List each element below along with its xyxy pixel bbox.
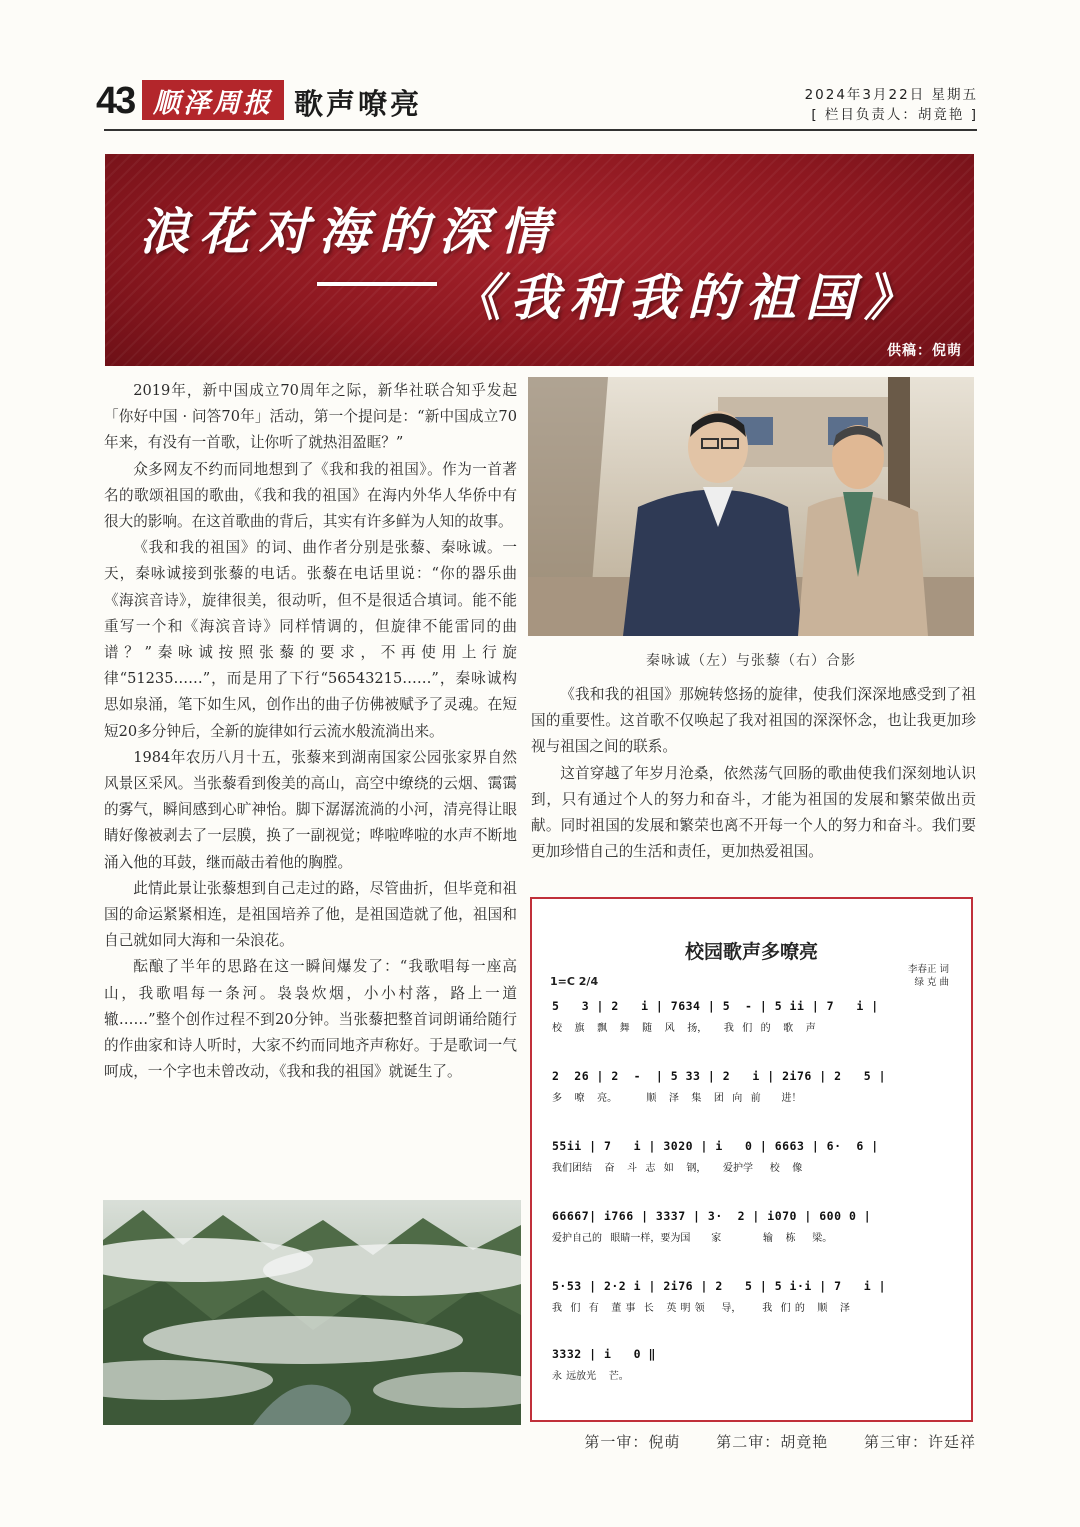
article-left-column (104, 378, 517, 1085)
paragraph: 酝酿了半年的思路在这一瞬间爆发了：“我歌唱每一座高山，我歌唱每一条河。袅袅炊烟，小小村落，路上一道辙……”整个创作过程不到20分钟。当张藜把整首词朗诵给随行的作曲家和诗人听时，大家不约而同地齐声称好。于是歌词一气呵成，一个字也未曾改动，《我和我的祖国》就诞生了。 (104, 958, 517, 1081)
score-key-signature: 1=C 2/4 (550, 975, 599, 988)
review-footer (560, 1431, 976, 1452)
score-line (552, 1347, 954, 1382)
photo-caption: 秦咏诚（左）与张藜（右）合影 (646, 653, 856, 669)
composers-photo (528, 377, 974, 636)
score-notes: 5·53 | 2·2 i | 2i76 | 2 5 | 5 i·i | 7 i | (552, 1279, 887, 1293)
banner-dash (317, 282, 437, 286)
score-title: 校园歌声多嘹亮 (684, 941, 818, 963)
score-notes: 2 26 | 2 - | 5 33 | 2 i | 2i76 | 2 5 | (552, 1069, 887, 1083)
mountain-landscape-photo (103, 1200, 521, 1425)
score-lyrics: 多 嘹 亮。 顺 泽 集 团 向 前 进！ (552, 1093, 802, 1104)
music-score-box (530, 897, 973, 1422)
paragraph: 此情此景让张藜想到自己走过的路，尽管曲折，但毕竟和祖国的命运紧紧相连，是祖国培养了他，是祖国造就了他，祖国和自己就如同大海和一朵浪花。 (104, 879, 517, 950)
paragraph: 1984年农历八月十五，张藜来到湖南国家公园张家界自然风景区采风。当张藜看到俊美的高山，高空中缭绕的云烟、霭霭的雾气，瞬间感到心旷神怡。脚下潺潺流淌的小河，清亮得让眼睛好像被剥去了一层膜，换了一副视觉；哗啦哗啦的水声不断地涌入他的耳鼓，继而敲击着他的胸膛。 (104, 748, 517, 871)
article-right-column (531, 682, 976, 865)
score-notes: 5 3 | 2 i | 7634 | 5 - | 5 ii | 7 i | (552, 999, 879, 1013)
score-line (552, 1279, 954, 1314)
review-second: 第二审：胡竟艳 (716, 1433, 829, 1451)
column-editor: [ 栏目负责人：胡竟艳 ] (811, 107, 978, 123)
score-line (552, 999, 954, 1034)
title-banner (105, 154, 974, 366)
score-notes: 3332 | i 0 ‖ (552, 1347, 656, 1361)
issue-date: 2024年3月22日 星期五 (804, 87, 978, 103)
score-lyricist: 李春正 词 (907, 964, 949, 975)
banner-title: 浪花对海的深情 (139, 202, 559, 261)
score-line (552, 1139, 954, 1174)
masthead-logo: 顺泽周报 (142, 80, 284, 120)
score-notes: 55ii | 7 i | 3020 | i 0 | 6663 | 6· 6 | (552, 1139, 879, 1153)
paragraph: 《我和我的祖国》那婉转悠扬的旋律，使我们深深地感受到了祖国的重要性。这首歌不仅唤起了我对祖国的深深怀念，也让我更加珍视与祖国之间的联系。 (531, 686, 976, 756)
mountain-landscape-illustration (103, 1200, 521, 1425)
composers-photo-illustration (528, 377, 974, 636)
section-title: 歌声嘹亮 (294, 87, 423, 121)
header-divider (104, 129, 977, 131)
paragraph: 《我和我的祖国》的词、曲作者分别是张藜、秦咏诚。一天，秦咏诚接到张藜的电话。张藜在电话里说：“你的器乐曲《海滨音诗》，旋律很美，很动听，但不是很适合填词。能不能重写一个和《海滨音诗》同样情调的，但旋律不能雷同的曲谱？”秦咏诚按照张藜的要求，不再使用上行旋律“51235……”，而是用了下行“56543215……”，秦咏诚构思如泉涌，笔下如生风，创作出的曲子仿佛被赋予了灵魂。在短短20多分钟后，全新的旋律如行云流水般流淌出来。 (104, 539, 517, 740)
paragraph: 这首穿越了年岁月沧桑，依然荡气回肠的歌曲使我们深刻地认识到，只有通过个人的努力和奋斗，才能为祖国的发展和繁荣做出贡献。同时祖国的发展和繁荣也离不开每一个人的努力和奋斗。我们要更加珍惜自己的生活和责任，更加热爱祖国。 (531, 764, 976, 861)
score-composer: 绿 克 曲 (914, 977, 949, 988)
paragraph: 众多网友不约而同地想到了《我和我的祖国》。作为一首著名的歌颂祖国的歌曲，《我和我的祖国》在海内外华人华侨中有很大的影响。在这首歌曲的背后，其实有许多鲜为人知的故事。 (104, 460, 517, 531)
score-lyrics: 校 旗 飘 舞 随 风 扬， 我 们 的 歌 声 (552, 1023, 816, 1034)
score-line (552, 1209, 954, 1244)
score-notes: 66667| i766 | 3337 | 3· 2 | i070 | 600 0 | (552, 1209, 872, 1223)
score-lyrics: 我们团结 奋 斗 志 如 钢， 爱护学 校 像 (552, 1163, 803, 1174)
banner-subtitle: 《我和我的祖国》 (451, 268, 923, 327)
review-first: 第一审：倪萌 (584, 1433, 681, 1451)
paragraph: 2019年，新中国成立70周年之际，新华社联合知乎发起「你好中国 · 问答70年」活动，第一个提问是：“新中国成立70年来，有没有一首歌，让你听了就热泪盈眶？” (104, 382, 517, 452)
score-line (552, 1069, 954, 1104)
page-number: 43 (96, 80, 135, 122)
score-credits (908, 963, 949, 989)
score-lyrics: 爱护自己的 眼睛一样，要为国 家 输 栋 梁。 (552, 1233, 833, 1244)
review-third: 第三审：许廷祥 (863, 1433, 976, 1451)
score-lyrics: 我 们 有 董 事 长 英 明 领 导， 我 们 的 顺 泽 (552, 1303, 850, 1314)
banner-credit: 供稿：倪萌 (887, 343, 962, 359)
score-lyrics: 永 远放光 芒。 (552, 1371, 629, 1382)
